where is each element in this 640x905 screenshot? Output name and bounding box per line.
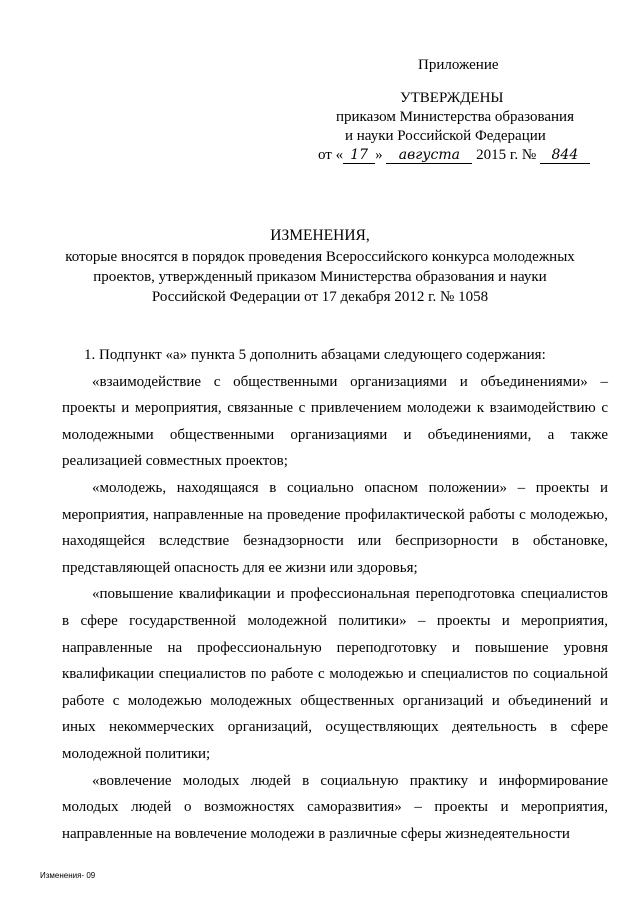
date-year: 2015 г. № bbox=[476, 147, 537, 163]
document-title bbox=[60, 226, 580, 307]
approval-line-1: приказом Министерства образования bbox=[336, 109, 574, 125]
title-subtitle: которые вносятся в порядок проведения Всероссийского конкурса молодежных проектов, утвержденный приказом Министерства образования и науки Российской Федерации от 17 декабря 2012 г. № 1058 bbox=[65, 249, 575, 305]
paragraph-1: 1. Подпункт «а» пункта 5 дополнить абзацами следующего содержания: bbox=[84, 347, 546, 363]
appendix-label: Приложение bbox=[418, 57, 499, 73]
title-caption: ИЗМЕНЕНИЯ, bbox=[270, 227, 370, 244]
approval-date-line bbox=[318, 146, 600, 165]
approval-block bbox=[300, 56, 600, 165]
paragraph-4: «повышение квалификации и профессиональная переподготовка специалистов в сфере государственной молодежной политики» – проекты и мероприятия, направленные на профессиональную переподготовку и повышение уровня квалификации специалистов по работе с молодежью и специалистов по социальной работе с молодежью молодежных общественных организаций и объединений и иных некоммерческих организаций, осуществляющих деятельность в сфере молодежной политики; bbox=[62, 586, 608, 762]
handwritten-month: августа bbox=[386, 147, 472, 164]
date-prefix: от « bbox=[318, 147, 344, 163]
paragraph-5: «вовлечение молодых людей в социальную практику и информирование молодых людей о возможностях саморазвития» – проекты и мероприятия, направленные на вовлечение молодежи в различные сферы жизнедеятельности bbox=[62, 772, 608, 842]
footer-doc-code: Изменения- 09 bbox=[40, 871, 96, 880]
paragraph-2: «взаимодействие с общественными организациями и объединениями» – проекты и мероприятия, связанные с привлечением молодежи к взаимодействию с молодежными общественными организациями и объединениями, а также реализацией совместных проектов; bbox=[62, 373, 608, 470]
handwritten-order-number: 844 bbox=[540, 147, 590, 164]
paragraph-3: «молодежь, находящаяся в социально опасном положении» – проекты и мероприятия, направленные на проведение профилактической работы с молодежью, находящейся вследствие безнадзорности или беспризорности в обстановке, представляющей опасность для ее жизни или здоровья; bbox=[62, 479, 608, 576]
approved-label: УТВЕРЖДЕНЫ bbox=[400, 90, 504, 106]
approval-line-2: и науки Российской Федерации bbox=[345, 128, 546, 144]
document-body bbox=[62, 342, 608, 847]
date-mid: » bbox=[375, 147, 383, 163]
handwritten-day: 17 bbox=[343, 147, 375, 164]
